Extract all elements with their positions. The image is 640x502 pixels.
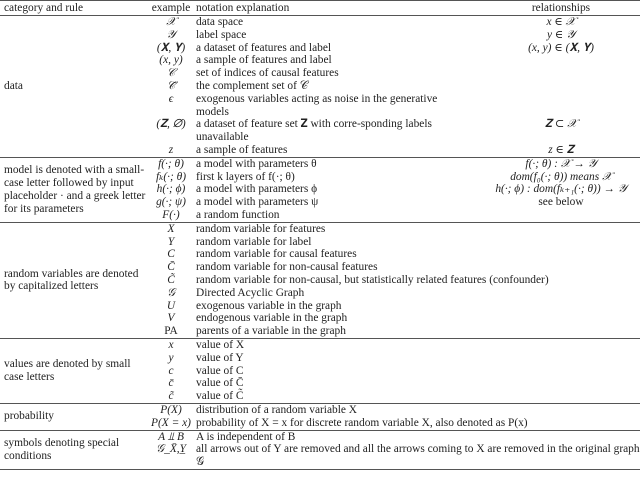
table-row [150,325,640,338]
example-cell: V [167,312,175,325]
category-cell: random variables are denoted by capitalized letters [4,267,139,293]
table-row [150,236,640,249]
notation-cell: a model with parameters ψ [196,196,319,209]
table-row [150,67,640,80]
example-cell: fₖ(·; θ) [156,170,186,183]
notation-cell: a sample of features and label [196,54,332,67]
category-cell: model is denoted with a small-case letter followed by input placeholder · and a greek letter for its parameters [4,164,146,215]
table-body [0,16,640,469]
example-cell: Y [167,235,175,248]
notation-cell: a sample of features [196,143,288,156]
notation-cell: a random function [196,208,280,221]
header-notation: notation explanation [196,2,290,14]
category-cell: data [4,79,23,92]
table-row [150,248,640,261]
example-cell: g(·; ψ) [156,196,186,209]
header-example: example [151,2,191,14]
table-row [150,171,640,184]
relationship-cell [458,54,638,67]
notation-cell: exogenous variables acting as noise in the generative models [196,92,438,118]
category-cell: symbols denoting special conditions [4,436,120,462]
table-row [150,352,640,365]
example-cell: 𝒳 [166,16,176,28]
table-row [150,377,640,390]
notation-cell: probability of X = x for discrete random variable X, also denoted as P(x) [196,416,528,429]
relationship-cell [458,80,638,93]
notation-cell: a model with parameters θ [196,157,317,170]
relationship-cell [458,93,638,119]
section-rows [150,431,640,469]
notation-cell: exogenous variable in the graph [196,299,342,312]
table-section [0,431,640,469]
example-cell: y [168,351,174,364]
example-cell: c̃ [168,390,174,403]
table-row [150,261,640,274]
table-section [0,16,640,157]
relationship-cell: x ∈ 𝒳 [546,16,576,28]
example-cell: X [167,222,175,235]
table-row [150,54,640,67]
section-rows [150,404,640,430]
example-cell: ϵ [168,92,174,105]
table-row [150,287,640,300]
notation-cell: a dataset of features and label [196,41,332,54]
table-row [150,93,640,119]
example-cell: A ⫫ B [158,430,184,443]
notation-cell: a dataset of feature set 𝐙 with corre-sponding labels unavailable [196,118,432,144]
notation-cell: random variable for label [196,235,312,248]
notation-cell: A is independent of B [196,430,296,443]
notation-cell: label space [196,28,247,41]
table-header [0,2,640,15]
category-cell: probability [4,410,54,423]
example-cell: F(·) [162,208,180,221]
notation-cell: set of indices of causal features [196,67,339,80]
section-rows [150,223,640,338]
bottom-rule [0,469,640,470]
example-cell: x [168,338,174,351]
relationship-cell: 𝐙 ⊂ 𝒳 [545,118,577,131]
example-cell: U [166,299,176,312]
table-row [150,404,640,417]
table-row [150,390,640,403]
table-row [150,417,640,430]
table-row [150,42,640,55]
relationship-cell: (x, y) ∈ (𝐗, 𝐘) [528,41,594,54]
table-row [150,300,640,313]
example-cell: 𝒢 [166,286,176,299]
example-cell: PA [164,325,178,338]
table-row [150,118,640,144]
example-cell: (x, y) [159,54,183,67]
relationship-cell: see below [538,196,584,209]
relationship-cell: f(·; θ) : 𝒳 → 𝒴 [525,157,597,170]
notation-cell: a model with parameters ϕ [196,183,318,196]
example-cell: (𝐙, ∅) [156,118,186,131]
notation-cell: value of Y [196,351,244,364]
category-cell: values are denoted by small case letters [4,358,131,383]
relationship-cell [458,209,638,222]
top-rule [0,0,640,1]
notation-cell: all arrows out of Y are removed and all the arrows coming to X are removed in the original graph 𝒢 [196,443,640,469]
notation-cell: value of C [196,364,244,377]
notation-cell: random variable for features [196,222,326,235]
example-cell: P(X = x) [151,416,191,429]
example-cell: c̄ [168,377,174,390]
notation-cell: first k layers of f(·; θ) [196,170,295,183]
table-section [0,339,640,403]
table-row [150,443,640,469]
notation-cell: endogenous variable in the graph [196,312,348,325]
relationship-cell: h(·; ϕ) : dom(fₖ₊₁(·; θ)) → 𝒴 [495,183,627,196]
notation-cell: Directed Acyclic Graph [196,286,305,299]
relationship-cell [458,67,638,80]
notation-cell: data space [196,16,244,28]
notation-cell: the complement set of 𝒞 [196,79,309,92]
table-row [150,158,640,171]
relationship-cell: y ∈ 𝒴 [546,28,576,41]
notation-cell: random variable for causal features [196,248,357,261]
relationship-cell: z ∈ 𝐙 [548,143,574,156]
notation-cell: distribution of a random variable X [196,403,358,416]
table-row [150,29,640,42]
notation-cell: random variable for non-causal, but statistically related features (confounder) [196,273,549,286]
notation-cell: value of X [196,338,245,351]
example-cell: 𝒞 [166,67,176,80]
relationship-cell: dom(f₀(·; θ)) means 𝒳 [510,170,612,183]
example-cell: f(·; θ) [158,157,184,170]
example-cell: 𝒞̄ [166,79,176,92]
example-cell: C [167,248,175,261]
table-section [0,404,640,430]
example-cell: C̃ [167,273,175,286]
notation-cell: value of C̄ [196,377,244,390]
example-cell: C̄ [167,261,175,274]
section-rows [150,339,640,403]
example-cell: 𝒢_X̄,Y̲ [156,443,186,456]
example-cell: 𝒴 [166,28,176,41]
table-row [150,196,640,209]
table-row [150,365,640,378]
section-rows [150,158,640,222]
table-row [150,16,640,29]
example-cell: h(·; ϕ) [156,183,186,196]
table-section [0,158,640,222]
notation-cell: parents of a variable in the graph [196,325,346,338]
table-row [150,274,640,287]
notation-cell: value of C̃ [196,390,244,403]
example-cell: (𝐗, 𝐘) [156,41,186,54]
table-section [0,223,640,338]
table-row [150,223,640,236]
table-row [150,209,640,222]
table-row [150,339,640,352]
table-row [150,80,640,93]
section-rows [150,16,640,157]
notation-cell: random variable for non-causal features [196,261,378,274]
table-row [150,312,640,325]
table-row [150,431,640,444]
example-cell: c [168,364,174,377]
table-row [150,144,640,157]
header-category: category and rule [4,2,84,14]
header-relationships: relationships [531,2,591,14]
example-cell: P(X) [160,403,182,416]
table-row [150,183,640,196]
example-cell: z [168,143,174,156]
